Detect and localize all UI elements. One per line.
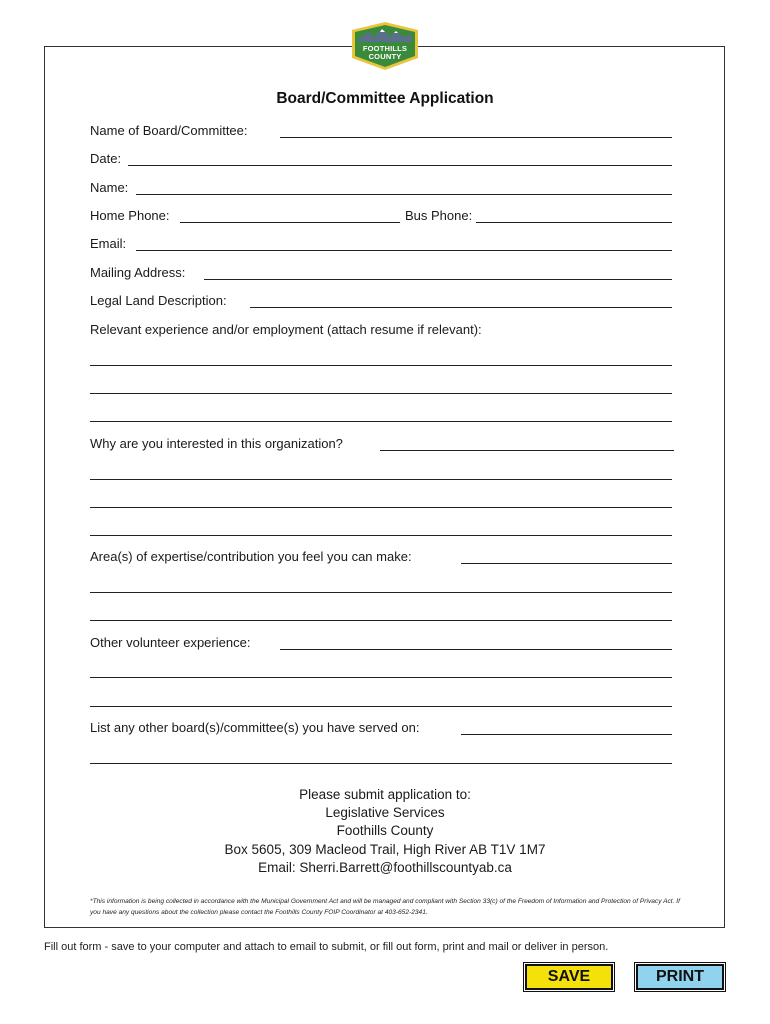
form-instructions: Fill out form - save to your computer and attach to email to submit, or fill out form, print and mail or deliver in person. — [44, 941, 609, 953]
date-label: Date: — [90, 151, 122, 166]
experience-line[interactable] — [90, 365, 672, 366]
other-boards-line[interactable] — [90, 763, 672, 764]
name-label: Name: — [90, 180, 129, 195]
form-title: Board/Committee Application — [276, 90, 494, 107]
home-phone-field[interactable] — [180, 222, 400, 223]
mailing-address-label: Mailing Address: — [90, 265, 186, 280]
expertise-line[interactable] — [90, 592, 672, 593]
expertise-label: Area(s) of expertise/contribution you feel you can make: — [90, 549, 412, 564]
name-field[interactable] — [136, 194, 672, 195]
volunteer-field[interactable] — [280, 649, 672, 650]
logo-line1: FOOTHILLS — [362, 44, 408, 53]
expertise-line[interactable] — [90, 620, 672, 621]
print-button[interactable]: PRINT — [636, 964, 724, 990]
interest-field[interactable] — [380, 450, 674, 451]
board-name-label: Name of Board/Committee: — [90, 123, 248, 138]
legal-land-field[interactable] — [250, 307, 672, 308]
experience-line[interactable] — [90, 421, 672, 422]
volunteer-label: Other volunteer experience: — [90, 635, 251, 650]
submit-organization: Foothills County — [336, 823, 434, 838]
mailing-address-field[interactable] — [204, 279, 672, 280]
experience-line[interactable] — [90, 393, 672, 394]
submit-address: Box 5605, 309 Macleod Trail, High River AB T1V 1M7 — [224, 842, 546, 857]
submit-email: Email: Sherri.Barrett@foothillscountyab.ca — [258, 860, 512, 875]
save-button[interactable]: SAVE — [525, 964, 613, 990]
legal-land-label: Legal Land Description: — [90, 293, 227, 308]
volunteer-line[interactable] — [90, 677, 672, 678]
expertise-field[interactable] — [461, 563, 672, 564]
submit-department: Legislative Services — [325, 805, 445, 820]
volunteer-line[interactable] — [90, 706, 672, 707]
county-logo — [344, 20, 426, 72]
other-boards-label: List any other board(s)/committee(s) you have served on: — [90, 720, 420, 735]
interest-line[interactable] — [90, 507, 672, 508]
bus-phone-field[interactable] — [476, 222, 672, 223]
logo-line2: COUNTY — [368, 52, 402, 61]
email-label: Email: — [90, 236, 127, 251]
interest-line[interactable] — [90, 535, 672, 536]
email-field[interactable] — [136, 250, 672, 251]
other-boards-field[interactable] — [461, 734, 672, 735]
privacy-notice: *This information is being collected in accordance with the Municipal Government Act and will be managed and compliant with Section 33(c) of the Freedom of Information and Protection of Privacy Act. If you have any questions about the collection please contact the Foothills County FOIP Coordinator at 403-652-2341. — [90, 898, 680, 916]
bus-phone-label: Bus Phone: — [405, 208, 473, 223]
submit-heading: Please submit application to: — [299, 787, 471, 802]
interest-line[interactable] — [90, 479, 672, 480]
date-field[interactable] — [128, 165, 672, 166]
experience-label: Relevant experience and/or employment (attach resume if relevant): — [90, 322, 482, 337]
interest-label: Why are you interested in this organization? — [90, 436, 343, 451]
board-name-field[interactable] — [280, 137, 672, 138]
home-phone-label: Home Phone: — [90, 208, 170, 223]
